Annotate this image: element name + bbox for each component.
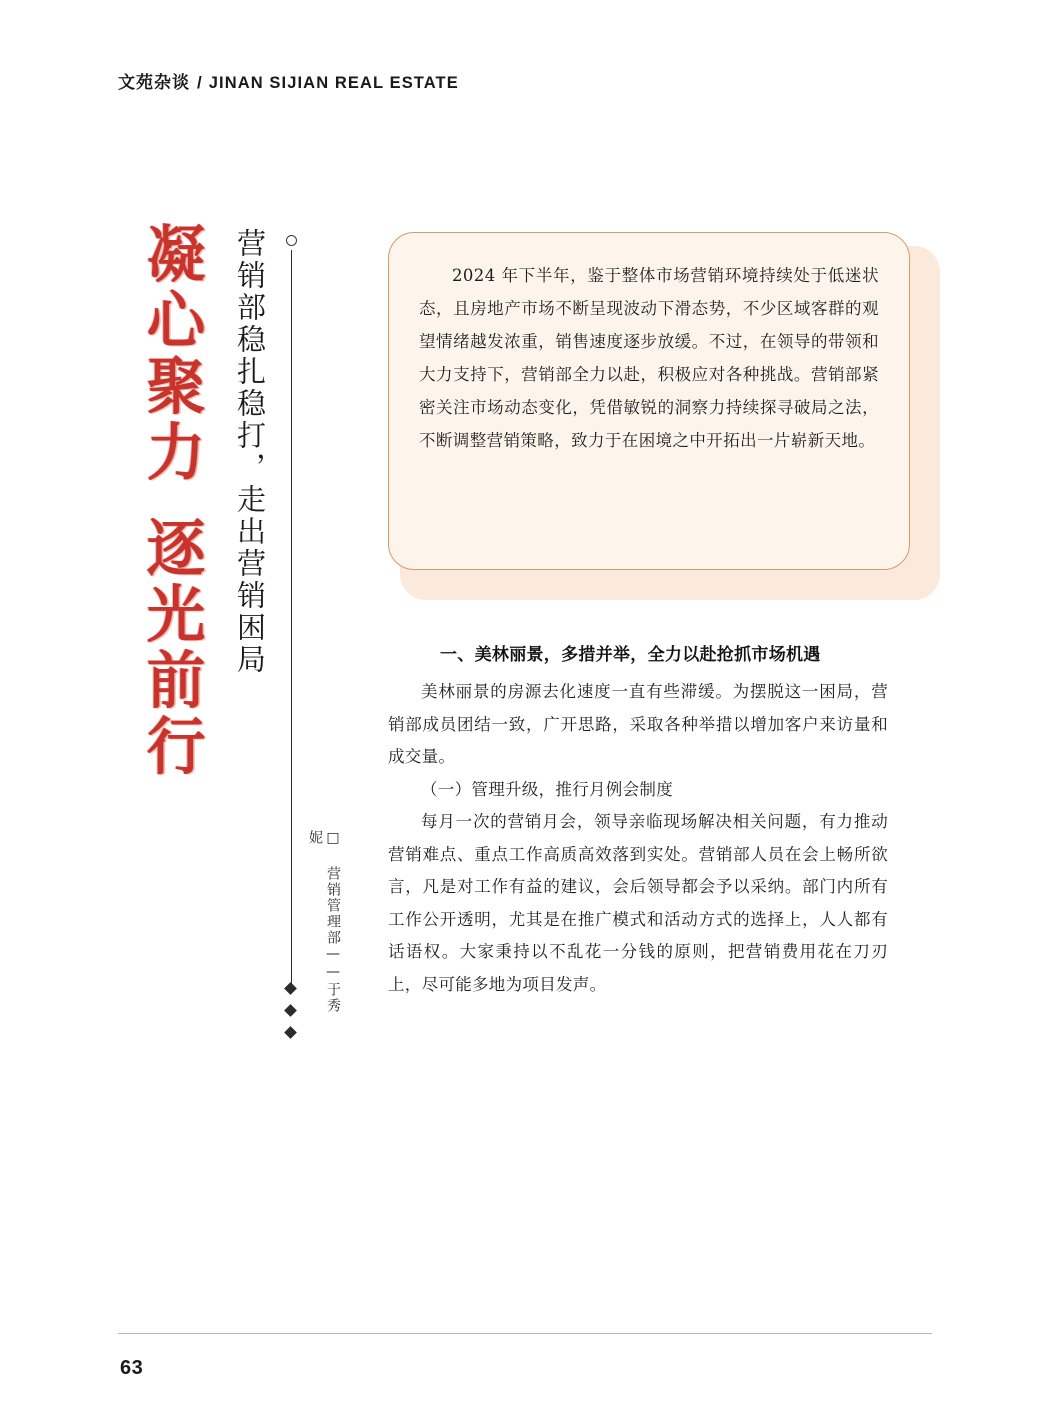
lead-callout bbox=[388, 232, 940, 600]
footer-divider bbox=[118, 1333, 932, 1334]
callout-box bbox=[388, 232, 910, 570]
circle-marker-icon bbox=[286, 235, 297, 246]
art-title-char: 前 bbox=[146, 644, 206, 717]
body-paragraph: 每月一次的营销月会，领导亲临现场解决相关问题，有力推动营销难点、重点工作高质高效落到实处。营销部人员在会上畅所欲言，凡是对工作有益的建议，会后领导都会予以采纳。部门内所有工作公开透明，尤其是在推广模式和活动方式的选择上，人人都有话语权。大家秉持以不乱花一分钱的原则，把营销费用花在刀刃上，尽可能多地为项目发声。 bbox=[388, 812, 888, 994]
diamond-ornament-group bbox=[280, 980, 304, 1058]
body-paragraph: （一）管理升级，推行月例会制度 bbox=[421, 779, 673, 799]
vertical-divider bbox=[291, 250, 292, 990]
callout-text: 2024 年下半年，鉴于整体市场营销环境持续处于低迷状态，且房地产市场不断呈现波动下滑态势，不少区域客群的观望情绪越发浓重，销售速度逐步放缓。不过，在领导的带领和大力支持下，营销部全力以赴，积极应对各种挑战。营销部紧密关注市场动态变化，凭借敏锐的洞察力持续探寻破局之法，不断调整营销策略，致力于在困境之中开拓出一片崭新天地。 bbox=[419, 266, 879, 450]
body-paragraph: 美林丽景的房源去化速度一直有些滞缓。为摆脱这一困局，营销部成员团结一致，广开思路，采取各种举措以增加客户来访量和成交量。 bbox=[388, 682, 888, 766]
section-heading: 一、美林丽景，多措并举，全力以赴抢抓市场机遇 bbox=[440, 645, 821, 665]
article-subtitle: 营销部稳扎稳打，走出营销困局 bbox=[233, 228, 267, 676]
page-number: 63 bbox=[120, 1357, 144, 1379]
art-title-char: 行 bbox=[146, 710, 206, 783]
art-title-char: 聚 bbox=[146, 350, 206, 423]
art-title-char: 力 bbox=[146, 416, 206, 489]
article-body bbox=[388, 640, 888, 1001]
article-byline: □ 营销管理部——于秀妮 bbox=[307, 830, 341, 1014]
header-section-en: JINAN SIJIAN REAL ESTATE bbox=[208, 74, 459, 92]
art-title-char: 逐 bbox=[146, 512, 206, 585]
art-title-char: 心 bbox=[146, 284, 206, 357]
article-art-title bbox=[136, 218, 216, 783]
diamond-icon bbox=[284, 1026, 297, 1039]
art-title-char: 凝 bbox=[146, 218, 206, 291]
diamond-icon bbox=[284, 982, 297, 995]
art-title-char: 光 bbox=[146, 578, 206, 651]
header-separator: / bbox=[197, 73, 202, 92]
diamond-icon bbox=[284, 1004, 297, 1017]
header-section-cn: 文苑杂谈 bbox=[118, 73, 190, 93]
running-header bbox=[118, 68, 459, 93]
